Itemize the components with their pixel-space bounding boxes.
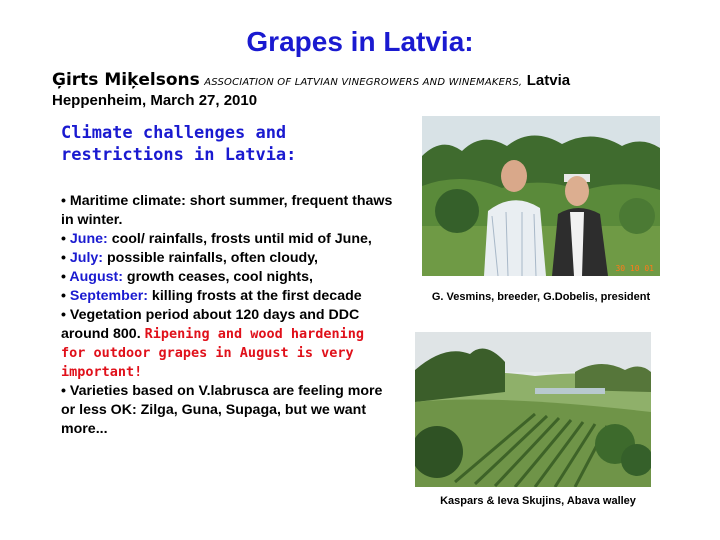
bullet-item: • Varieties based on V.labrusca are feeling more or less OK: Zilga, Guna, Supaga, but we want more... bbox=[61, 383, 383, 437]
month-label: July: bbox=[69, 250, 104, 266]
bullet-list bbox=[61, 192, 396, 439]
bullet-text: growth ceases, cool nights, bbox=[122, 269, 313, 285]
bullet-item: • Maritime climate: short summer, frequent thaws in winter. bbox=[61, 193, 393, 228]
photo-vineyard bbox=[415, 332, 651, 487]
bullet-text: killing frosts at the first decade bbox=[147, 288, 362, 304]
month-label: June: bbox=[69, 231, 108, 247]
bullet-text: possible rainfalls, often cloudy, bbox=[103, 250, 318, 266]
photo-vineyard-caption: Kaspars & Ieva Skujins, Abava walley bbox=[440, 495, 636, 507]
author-line bbox=[52, 70, 570, 90]
month-label: August: bbox=[69, 269, 123, 285]
bullet-item: • July: possible rainfalls, often cloudy, bbox=[61, 250, 318, 266]
photo-vineyard-image bbox=[415, 332, 651, 487]
bullet-text: cool/ rainfalls, frosts until mid of June, bbox=[107, 231, 372, 247]
photo-breeders-image bbox=[422, 116, 660, 276]
country-name: Latvia bbox=[526, 72, 571, 89]
highlight-text: Ripening and wood hardening for outdoor grapes in August is very important! bbox=[61, 326, 365, 380]
section-title-line: Climate challenges and bbox=[61, 123, 287, 143]
bullet-item bbox=[61, 306, 396, 382]
section-title-line: restrictions in Latvia: bbox=[61, 145, 297, 165]
venue-date: Heppenheim, March 27, 2010 bbox=[52, 92, 258, 109]
bullet-item: • June: cool/ rainfalls, frosts until mid of June, bbox=[61, 231, 372, 247]
photo-date-stamp: 30 10 01 bbox=[615, 264, 654, 273]
slide-title: Grapes in Latvia: bbox=[246, 26, 474, 57]
bullet-item: • August: growth ceases, cool nights, bbox=[61, 269, 313, 285]
bullet-item: • September: killing frosts at the first decade bbox=[61, 288, 362, 304]
association-name: ASSOCIATION OF LATVIAN VINEGROWERS AND WINEMAKERS, bbox=[204, 77, 523, 88]
bullet-text: • Vegetation period about 120 days and DDC around 800. bbox=[61, 307, 360, 342]
month-label: September: bbox=[69, 288, 148, 304]
photo-breeders-caption: G. Vesmins, breeder, G.Dobelis, president bbox=[431, 291, 651, 303]
section-title bbox=[61, 122, 381, 166]
author-name: Ģirts Miķelsons bbox=[52, 70, 200, 90]
photo-breeders bbox=[422, 116, 660, 276]
